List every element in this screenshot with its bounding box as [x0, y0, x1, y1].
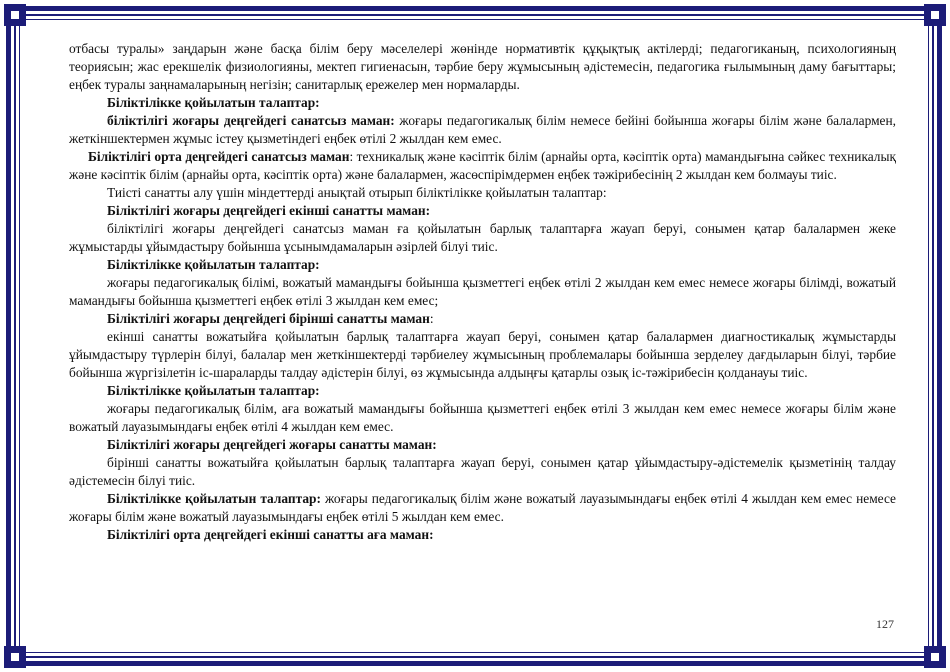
paragraph: бірінші санатты вожатыйға қойылатын барлық талаптарға жауап беруі, сонымен қатар ұйымдастыру-әдістемелік қызметінің талдау әдістемесін білуі тиіс.	[69, 455, 896, 488]
heading-requirements: Біліктілікке қойылатын талаптар:	[107, 383, 320, 398]
document-body	[69, 40, 896, 544]
paragraph: екінші санатты вожатыйға қойылатын барлық талаптарға жауап беруі, сонымен қатар балалармен диагностикалық жұмыстарды ұйымдастыру түрлерін білуі, балалар мен жеткіншектерді тәрбиелеу жұмысының проблемалары бойынша зерделеу дағдыларын білуі, тәрбие бойынша жүргізілетін іс-шараларды талдау әдістерін білуі, өз жұмысында алдыңғы қатарлы озық іс-тәжірибесін қолданауы тиіс.	[69, 329, 896, 380]
corner-ornament-bottom-left	[4, 646, 26, 668]
heading-category-first: Біліктілігі жоғары деңгейдегі бірінші санатты маман:	[107, 311, 434, 326]
paragraph: Біліктілігі орта деңгейдегі санатсыз маман: техникалық және кәсіптік білім (арнайы орта, кәсіптік орта) мамандығына сәйкес техникалық және кәсіптік білім (арнайы орта, кәсіптік орта) және балалармен, жасөспірімдермен еңбек тәжірибесінің 2 жылдан кем болмауы тиіс.	[69, 149, 896, 182]
heading-requirements: Біліктілікке қойылатын талаптар:	[107, 95, 320, 110]
paragraph: Біліктілікке қойылатын талаптар: жоғары педагогикалық білім және вожатый лауазымындағы еңбек өтілі 4 жылдан кем емес немесе жоғары білім және вожатый лауазымындағы еңбек өтілі 5 жылдан кем емес.	[69, 491, 896, 524]
corner-ornament-top-left	[4, 4, 26, 26]
paragraph: жоғары педагогикалық білім, аға вожатый мамандығы бойынша қызметтегі еңбек өтілі 3 жылдан кем емес немесе жоғары білім және вожатый лауазымындағы еңбек өтілі 4 жылдан кем емес.	[69, 401, 896, 434]
heading-category-senior: Біліктілігі орта деңгейдегі екінші санатты аға маман:	[107, 527, 434, 542]
paragraph: Тиісті санатты алу үшін міндеттерді анықтай отырып біліктілікке қойылатын талаптар:	[107, 185, 607, 200]
heading-category-highest: Біліктілігі жоғары деңгейдегі жоғары санатты маман:	[107, 437, 437, 452]
paragraph: жоғары педагогикалық білімі, вожатый мамандығы бойынша қызметтегі еңбек өтілі 2 жылдан кем емес немесе жоғары білімді, вожатый мамандығы бойынша қызметтегі еңбек өтілі 3 жылдан кем емес;	[69, 275, 896, 308]
heading-category-second: Біліктілігі жоғары деңгейдегі екінші санатты маман:	[107, 203, 431, 218]
page-number: 127	[876, 617, 894, 631]
paragraph: біліктілігі жоғары деңгейдегі санатсыз маман: жоғары педагогикалық білім немесе бейіні бойынша жоғары білім және балалармен, жеткіншектермен жұмыс істеу қызметіндегі еңбек өтілі 2 жылдан кем емес.	[69, 113, 896, 146]
heading-requirements: Біліктілікке қойылатын талаптар:	[107, 257, 320, 272]
corner-ornament-top-right	[924, 4, 946, 26]
paragraph: біліктілігі жоғары деңгейдегі санатсыз маман ға қойылатын барлық талаптарға жауап беруі, сонымен қатар балалармен жеке жұмыстарды ұйымдастыру бойынша ұсынымдамаларын әзірлей білуі тиіс.	[69, 221, 896, 254]
corner-ornament-bottom-right	[924, 646, 946, 668]
paragraph: отбасы туралы» заңдарын және басқа білім беру мәселелері жөнінде нормативтік құқықтық актілерді; педагогиканың, психологияның теориясын; жас ерекшелік физиологияны, мектеп гигиенасын, тәрбие беру жұмысының әдістемесін, педагогика ғылымының даму бағыттары; еңбек туралы заңнамаларының негізін; санитарлық ережелер мен нормаларды.	[69, 41, 896, 92]
